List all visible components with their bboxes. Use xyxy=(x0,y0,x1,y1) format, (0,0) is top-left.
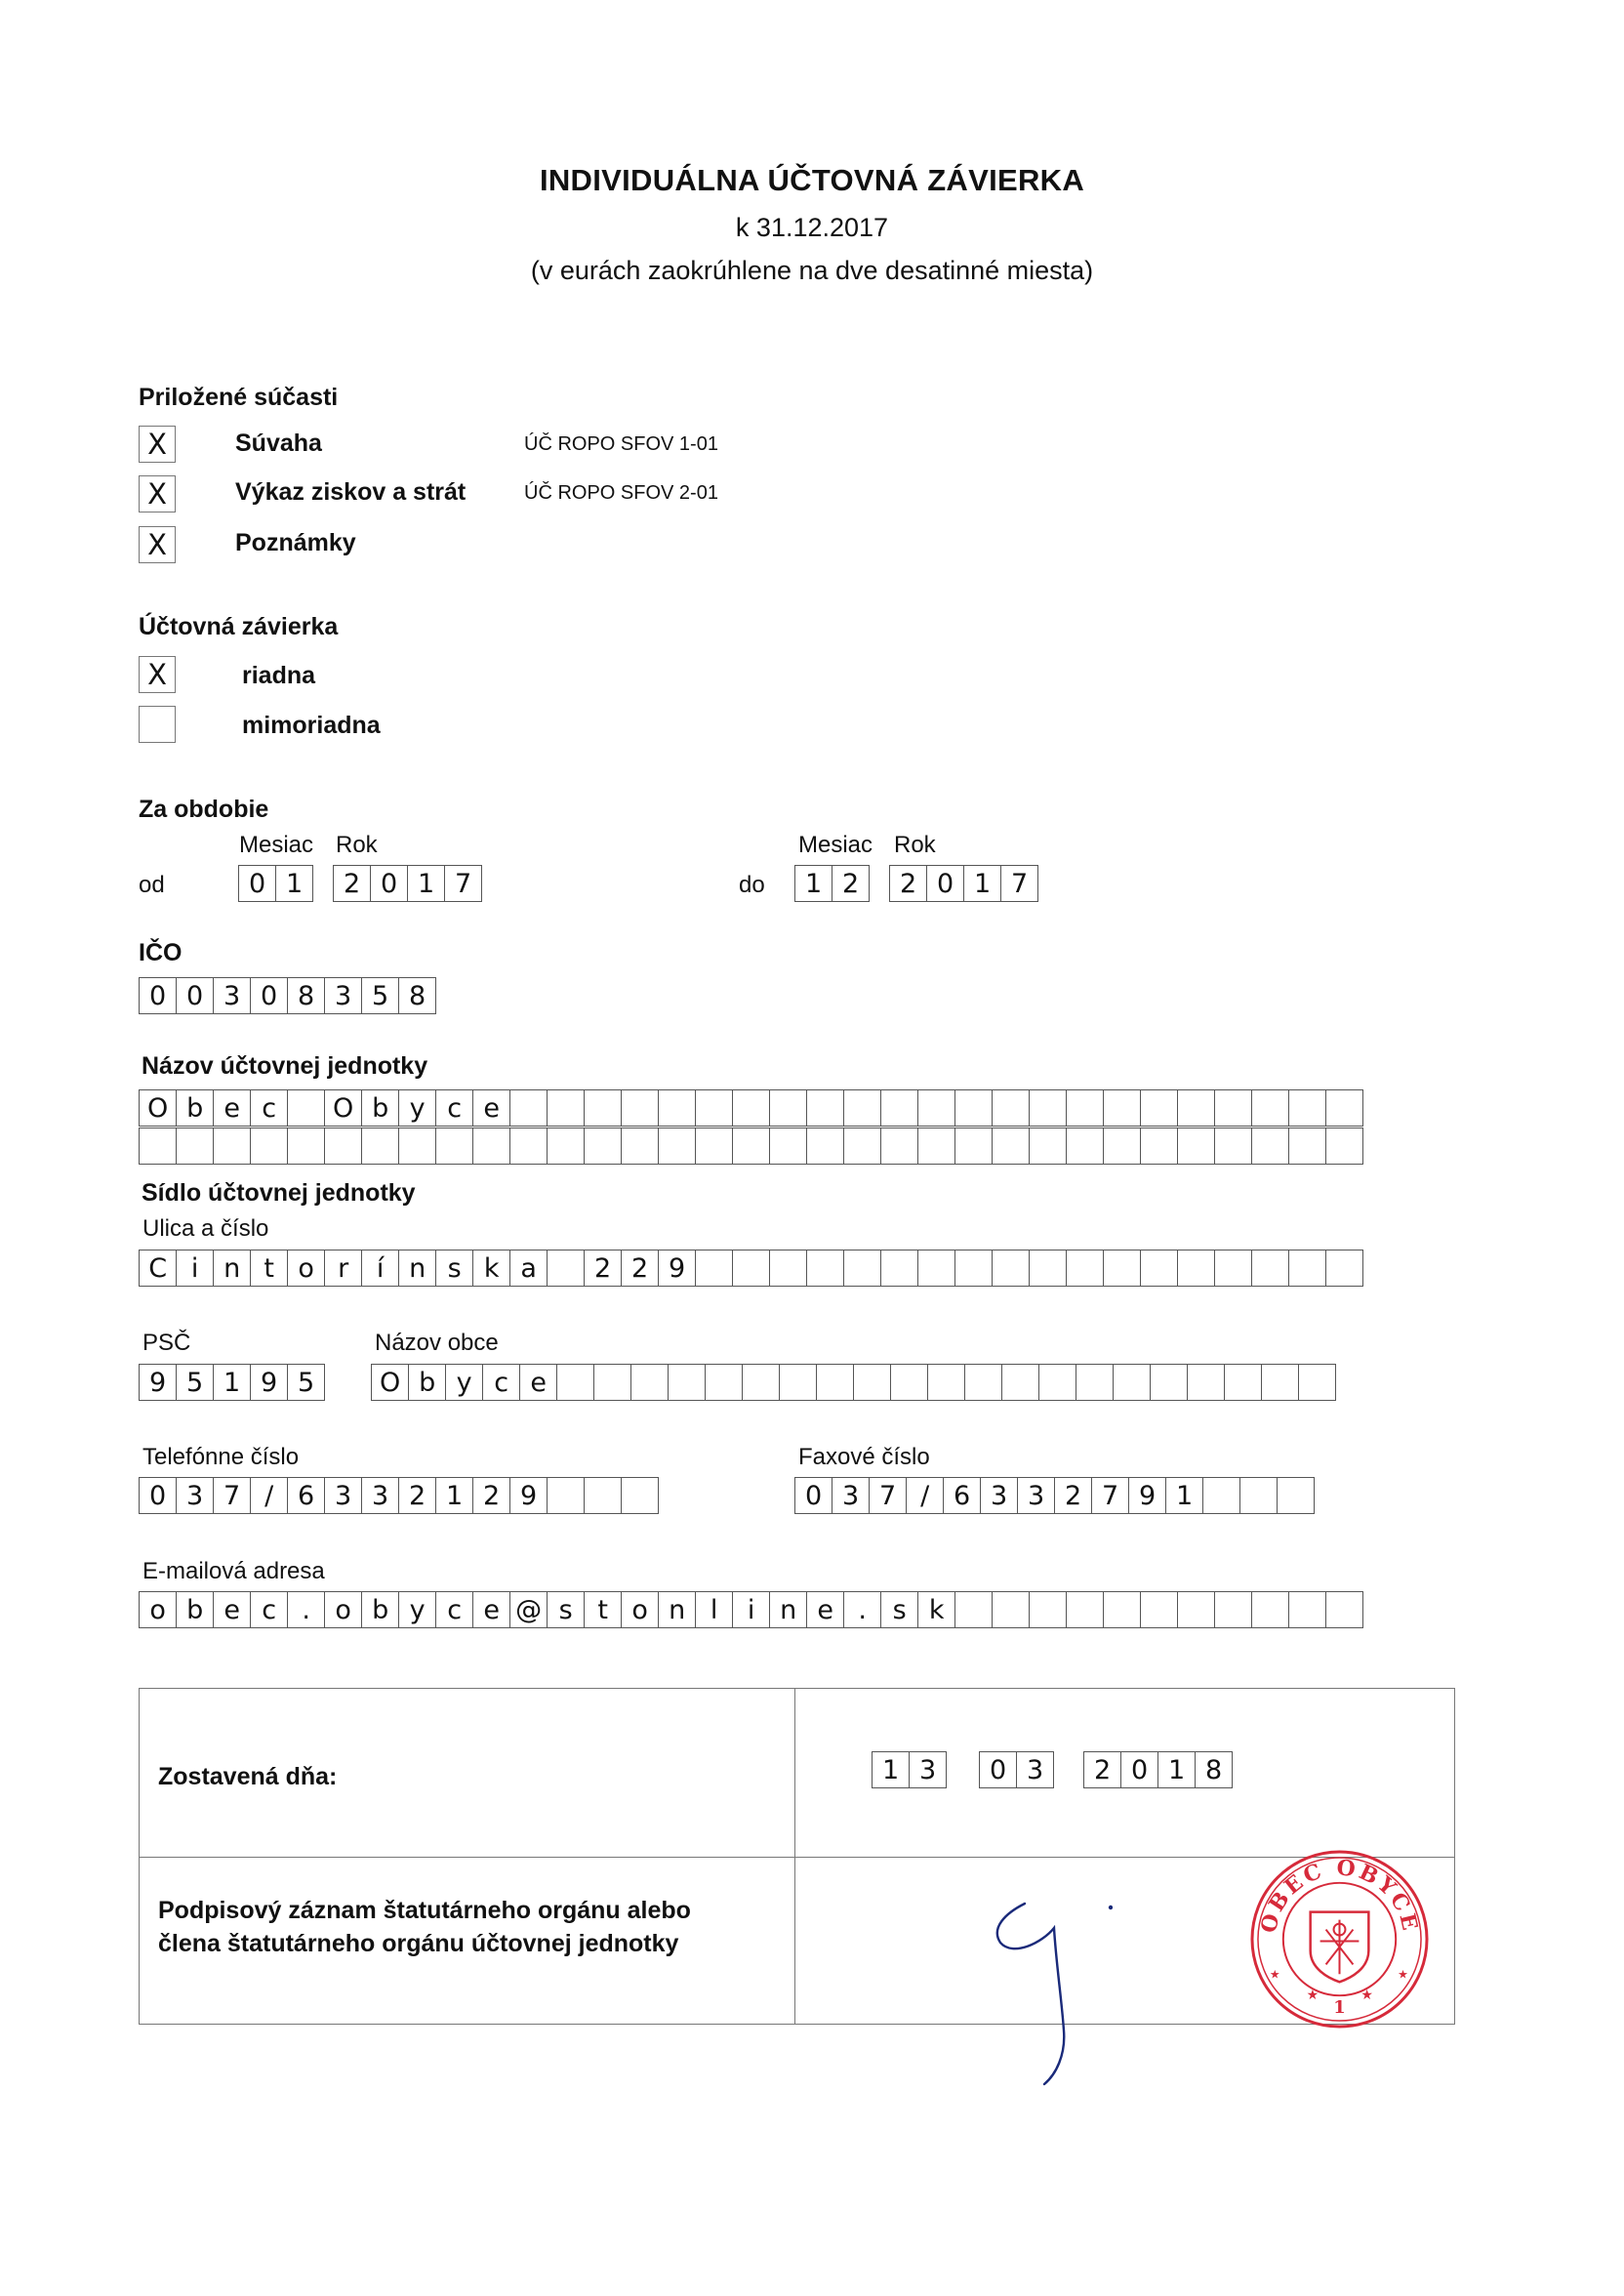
char-cell xyxy=(1288,1591,1326,1628)
char-cell xyxy=(176,1128,214,1165)
char-cell: i xyxy=(176,1250,214,1287)
attachments-heading: Priložené súčasti xyxy=(139,384,339,411)
to-label: do xyxy=(739,872,765,898)
street-field[interactable] xyxy=(139,1250,1362,1287)
char-cell xyxy=(1177,1250,1215,1287)
char-cell xyxy=(927,1364,965,1401)
char-cell: 7 xyxy=(1091,1477,1129,1514)
char-cell: 3 xyxy=(832,1477,870,1514)
char-cell xyxy=(695,1128,733,1165)
char-cell: / xyxy=(906,1477,944,1514)
year-label: Rok xyxy=(336,832,378,858)
signature-label-line1: Podpisový záznam štatutárneho orgánu alebo xyxy=(158,1897,691,1924)
char-cell: 0 xyxy=(979,1751,1017,1788)
char-cell xyxy=(361,1128,399,1165)
char-cell xyxy=(1288,1250,1326,1287)
from-label: od xyxy=(139,872,165,898)
char-cell: 9 xyxy=(1128,1477,1166,1514)
char-cell: 2 xyxy=(889,865,927,902)
char-cell xyxy=(213,1128,251,1165)
char-cell xyxy=(964,1364,1002,1401)
char-cell xyxy=(1066,1250,1104,1287)
char-cell: 3 xyxy=(980,1477,1018,1514)
char-cell xyxy=(1325,1128,1363,1165)
char-cell: 8 xyxy=(287,977,325,1014)
char-cell: O xyxy=(324,1089,362,1127)
char-cell: e xyxy=(213,1089,251,1127)
svg-text:★: ★ xyxy=(1269,1967,1280,1982)
svg-text:★: ★ xyxy=(1306,1988,1320,2004)
char-cell xyxy=(1214,1591,1252,1628)
char-cell xyxy=(742,1364,780,1401)
char-cell xyxy=(880,1089,918,1127)
char-cell xyxy=(769,1089,807,1127)
char-cell: 6 xyxy=(287,1477,325,1514)
char-cell xyxy=(1038,1364,1076,1401)
char-cell xyxy=(1251,1591,1289,1628)
checkbox-suvaha[interactable]: X xyxy=(139,426,176,463)
char-cell: 0 xyxy=(1120,1751,1158,1788)
to-year-field[interactable] xyxy=(889,865,1037,902)
char-cell: . xyxy=(287,1591,325,1628)
char-cell xyxy=(1177,1089,1215,1127)
char-cell: 0 xyxy=(250,977,288,1014)
month-label: Mesiac xyxy=(798,832,873,858)
compiled-month-field[interactable] xyxy=(979,1751,1053,1788)
char-cell: 3 xyxy=(324,977,362,1014)
char-cell: 3 xyxy=(1016,1751,1054,1788)
char-cell xyxy=(816,1364,854,1401)
char-cell: o xyxy=(139,1591,177,1628)
char-cell xyxy=(1177,1128,1215,1165)
handwritten-signature xyxy=(986,1884,1113,2089)
char-cell: t xyxy=(584,1591,622,1628)
closing-type-heading: Účtovná závierka xyxy=(139,613,339,640)
char-cell xyxy=(917,1128,955,1165)
char-cell: n xyxy=(769,1591,807,1628)
char-cell xyxy=(1140,1250,1178,1287)
signature-stroke xyxy=(997,1904,1064,2084)
char-cell xyxy=(843,1250,881,1287)
char-cell xyxy=(954,1128,993,1165)
char-cell xyxy=(1103,1591,1141,1628)
char-cell xyxy=(1214,1250,1252,1287)
char-cell: 3 xyxy=(213,977,251,1014)
char-cell: 3 xyxy=(176,1477,214,1514)
char-cell: @ xyxy=(509,1591,548,1628)
compiled-year-field[interactable] xyxy=(1083,1751,1232,1788)
attachment-label: Poznámky xyxy=(235,529,356,556)
char-cell: 0 xyxy=(794,1477,832,1514)
char-cell: n xyxy=(213,1250,251,1287)
char-cell xyxy=(769,1250,807,1287)
option-label: riadna xyxy=(242,662,316,689)
char-cell xyxy=(1066,1591,1104,1628)
char-cell xyxy=(954,1591,993,1628)
char-cell: 1 xyxy=(1157,1751,1196,1788)
to-month-field[interactable] xyxy=(794,865,869,902)
char-cell: 7 xyxy=(213,1477,251,1514)
char-cell xyxy=(880,1128,918,1165)
char-cell: n xyxy=(658,1591,696,1628)
char-cell xyxy=(917,1089,955,1127)
char-cell xyxy=(547,1128,585,1165)
char-cell: c xyxy=(435,1591,473,1628)
char-cell: 7 xyxy=(444,865,482,902)
char-cell xyxy=(705,1364,743,1401)
char-cell xyxy=(1251,1250,1289,1287)
char-cell: 2 xyxy=(472,1477,510,1514)
char-cell xyxy=(890,1364,928,1401)
char-cell: 2 xyxy=(621,1250,659,1287)
attachment-label: Výkaz ziskov a strát xyxy=(235,478,467,506)
signature-dot xyxy=(1109,1906,1113,1909)
char-cell: 1 xyxy=(275,865,313,902)
option-label: mimoriadna xyxy=(242,712,381,739)
ico-field[interactable] xyxy=(139,977,435,1014)
char-cell xyxy=(556,1364,594,1401)
char-cell xyxy=(584,1477,622,1514)
char-cell xyxy=(1277,1477,1315,1514)
char-cell: y xyxy=(445,1364,483,1401)
char-cell xyxy=(1288,1128,1326,1165)
char-cell: 1 xyxy=(213,1364,251,1401)
char-cell xyxy=(1288,1089,1326,1127)
char-cell: 0 xyxy=(370,865,408,902)
ico-label: IČO xyxy=(139,939,183,966)
char-cell: e xyxy=(806,1591,844,1628)
town-label: Názov obce xyxy=(375,1330,499,1356)
char-cell xyxy=(1325,1089,1363,1127)
char-cell xyxy=(1224,1364,1262,1401)
char-cell xyxy=(398,1128,436,1165)
period-heading: Za obdobie xyxy=(139,796,269,823)
char-cell xyxy=(695,1250,733,1287)
char-cell xyxy=(992,1250,1030,1287)
char-cell xyxy=(992,1591,1030,1628)
char-cell: O xyxy=(139,1089,177,1127)
entity-name-label: Názov účtovnej jednotky xyxy=(142,1052,428,1080)
char-cell: 5 xyxy=(287,1364,325,1401)
char-cell: 7 xyxy=(1000,865,1038,902)
from-month-field[interactable] xyxy=(238,865,312,902)
char-cell xyxy=(843,1089,881,1127)
attachment-label: Súvaha xyxy=(235,430,322,457)
char-cell: s xyxy=(547,1591,585,1628)
char-cell xyxy=(954,1250,993,1287)
psc-label: PSČ xyxy=(142,1330,191,1356)
char-cell xyxy=(1029,1128,1067,1165)
stamp-number: 1 xyxy=(1333,1997,1346,2019)
char-cell: t xyxy=(250,1250,288,1287)
char-cell xyxy=(621,1089,659,1127)
char-cell xyxy=(435,1128,473,1165)
char-cell: o xyxy=(287,1250,325,1287)
char-cell xyxy=(472,1128,510,1165)
char-cell xyxy=(1140,1591,1178,1628)
char-cell: k xyxy=(472,1250,510,1287)
page-title: INDIVIDUÁLNA ÚČTOVNÁ ZÁVIERKA xyxy=(539,163,1085,197)
char-cell xyxy=(593,1364,631,1401)
svg-text:★: ★ xyxy=(1360,1988,1373,2004)
char-cell xyxy=(324,1128,362,1165)
char-cell: O xyxy=(371,1364,409,1401)
char-cell: 0 xyxy=(139,1477,177,1514)
report-date: k 31.12.2017 xyxy=(735,213,889,242)
char-cell xyxy=(668,1364,706,1401)
char-cell xyxy=(658,1128,696,1165)
attachment-code: ÚČ ROPO SFOV 1-01 xyxy=(524,433,718,455)
char-cell: 3 xyxy=(361,1477,399,1514)
char-cell xyxy=(1214,1089,1252,1127)
char-cell: 3 xyxy=(909,1751,947,1788)
char-cell xyxy=(1076,1364,1114,1401)
char-cell xyxy=(658,1089,696,1127)
char-cell: c xyxy=(250,1591,288,1628)
signature-label-line2: člena štatutárneho orgánu účtovnej jednotky xyxy=(158,1930,679,1957)
char-cell xyxy=(880,1250,918,1287)
street-label: Ulica a číslo xyxy=(142,1215,269,1242)
char-cell xyxy=(1239,1477,1278,1514)
char-cell xyxy=(1251,1128,1289,1165)
char-cell: s xyxy=(435,1250,473,1287)
char-cell xyxy=(917,1250,955,1287)
email-field[interactable] xyxy=(139,1591,1362,1628)
char-cell: o xyxy=(324,1591,362,1628)
char-cell: 1 xyxy=(794,865,832,902)
fax-field[interactable] xyxy=(794,1477,1314,1514)
char-cell xyxy=(853,1364,891,1401)
char-cell xyxy=(1325,1591,1363,1628)
month-label: Mesiac xyxy=(239,832,314,858)
char-cell: 0 xyxy=(238,865,276,902)
char-cell: n xyxy=(398,1250,436,1287)
char-cell xyxy=(1298,1364,1336,1401)
char-cell xyxy=(509,1089,548,1127)
char-cell xyxy=(1066,1128,1104,1165)
compiled-label: Zostavená dňa: xyxy=(158,1763,338,1790)
char-cell: l xyxy=(695,1591,733,1628)
char-cell: 2 xyxy=(1083,1751,1121,1788)
char-cell: 1 xyxy=(872,1751,910,1788)
address-label: Sídlo účtovnej jednotky xyxy=(142,1179,416,1207)
char-cell xyxy=(1029,1591,1067,1628)
psc-field[interactable] xyxy=(139,1364,324,1401)
checkbox-poznamky[interactable]: X xyxy=(139,526,176,563)
char-cell xyxy=(250,1128,288,1165)
char-cell xyxy=(1113,1364,1151,1401)
char-cell: k xyxy=(917,1591,955,1628)
char-cell xyxy=(695,1089,733,1127)
char-cell xyxy=(1103,1128,1141,1165)
char-cell: 3 xyxy=(1017,1477,1055,1514)
char-cell: b xyxy=(361,1591,399,1628)
char-cell: C xyxy=(139,1250,177,1287)
char-cell xyxy=(843,1128,881,1165)
char-cell: 1 xyxy=(435,1477,473,1514)
char-cell xyxy=(287,1128,325,1165)
entity-name-row2[interactable] xyxy=(139,1128,1362,1165)
char-cell xyxy=(547,1089,585,1127)
char-cell xyxy=(621,1128,659,1165)
stamp-text: OBEC OBYCE xyxy=(1255,1855,1424,1936)
char-cell xyxy=(769,1128,807,1165)
char-cell: / xyxy=(250,1477,288,1514)
char-cell: 0 xyxy=(926,865,964,902)
char-cell xyxy=(1187,1364,1225,1401)
char-cell xyxy=(621,1477,659,1514)
char-cell: r xyxy=(324,1250,362,1287)
char-cell xyxy=(509,1128,548,1165)
char-cell: 2 xyxy=(398,1477,436,1514)
phone-label: Telefónne číslo xyxy=(142,1444,300,1470)
char-cell xyxy=(547,1477,585,1514)
char-cell xyxy=(1140,1128,1178,1165)
char-cell: 8 xyxy=(398,977,436,1014)
char-cell: 5 xyxy=(176,1364,214,1401)
char-cell xyxy=(584,1128,622,1165)
char-cell xyxy=(139,1128,177,1165)
char-cell xyxy=(584,1089,622,1127)
municipal-stamp xyxy=(1248,1848,1431,2030)
char-cell xyxy=(732,1089,770,1127)
char-cell xyxy=(1150,1364,1188,1401)
char-cell: 9 xyxy=(658,1250,696,1287)
char-cell: o xyxy=(621,1591,659,1628)
char-cell xyxy=(732,1250,770,1287)
attachment-code: ÚČ ROPO SFOV 2-01 xyxy=(524,482,718,504)
char-cell: 9 xyxy=(250,1364,288,1401)
char-cell xyxy=(806,1128,844,1165)
char-cell: e xyxy=(472,1591,510,1628)
char-cell xyxy=(1202,1477,1240,1514)
char-cell: b xyxy=(408,1364,446,1401)
char-cell: e xyxy=(519,1364,557,1401)
char-cell xyxy=(954,1089,993,1127)
checkbox-riadna[interactable]: X xyxy=(139,656,176,693)
char-cell: 8 xyxy=(1195,1751,1233,1788)
char-cell: e xyxy=(213,1591,251,1628)
char-cell xyxy=(992,1089,1030,1127)
char-cell xyxy=(806,1089,844,1127)
char-cell: c xyxy=(250,1089,288,1127)
char-cell: 9 xyxy=(509,1477,548,1514)
year-label: Rok xyxy=(894,832,936,858)
char-cell xyxy=(1251,1089,1289,1127)
char-cell xyxy=(1103,1250,1141,1287)
char-cell xyxy=(992,1128,1030,1165)
char-cell: . xyxy=(843,1591,881,1628)
char-cell: 9 xyxy=(139,1364,177,1401)
phone-field[interactable] xyxy=(139,1477,658,1514)
char-cell: 1 xyxy=(963,865,1001,902)
char-cell: 7 xyxy=(869,1477,907,1514)
fax-label: Faxové číslo xyxy=(798,1444,930,1470)
char-cell: e xyxy=(472,1089,510,1127)
char-cell xyxy=(1214,1128,1252,1165)
char-cell: c xyxy=(435,1089,473,1127)
char-cell: 6 xyxy=(943,1477,981,1514)
char-cell xyxy=(1001,1364,1039,1401)
char-cell: i xyxy=(732,1591,770,1628)
checkbox-vykaz[interactable]: X xyxy=(139,475,176,512)
char-cell: 1 xyxy=(407,865,445,902)
town-field[interactable] xyxy=(371,1364,1335,1401)
currency-note: (v eurách zaokrúhlene na dve desatinné miesta) xyxy=(530,256,1094,285)
char-cell xyxy=(1261,1364,1299,1401)
char-cell: í xyxy=(361,1250,399,1287)
char-cell: c xyxy=(482,1364,520,1401)
char-cell xyxy=(1325,1250,1363,1287)
char-cell: 0 xyxy=(139,977,177,1014)
char-cell: 1 xyxy=(1165,1477,1203,1514)
char-cell: 2 xyxy=(1054,1477,1092,1514)
char-cell: 0 xyxy=(176,977,214,1014)
char-cell: 3 xyxy=(324,1477,362,1514)
char-cell: y xyxy=(398,1089,436,1127)
char-cell xyxy=(1177,1591,1215,1628)
char-cell xyxy=(547,1250,585,1287)
char-cell xyxy=(630,1364,669,1401)
svg-text:★: ★ xyxy=(1398,1967,1408,1982)
checkbox-mimoriadna[interactable] xyxy=(139,706,176,743)
char-cell: 2 xyxy=(584,1250,622,1287)
char-cell xyxy=(287,1089,325,1127)
char-cell: b xyxy=(176,1089,214,1127)
char-cell xyxy=(1066,1089,1104,1127)
char-cell xyxy=(732,1128,770,1165)
char-cell xyxy=(779,1364,817,1401)
char-cell xyxy=(1103,1089,1141,1127)
entity-name-row1[interactable] xyxy=(139,1089,1362,1127)
char-cell: b xyxy=(176,1591,214,1628)
char-cell xyxy=(1029,1089,1067,1127)
char-cell: y xyxy=(398,1591,436,1628)
from-year-field[interactable] xyxy=(333,865,481,902)
char-cell: 5 xyxy=(361,977,399,1014)
char-cell: b xyxy=(361,1089,399,1127)
char-cell: s xyxy=(880,1591,918,1628)
email-label: E-mailová adresa xyxy=(142,1558,325,1584)
char-cell: a xyxy=(509,1250,548,1287)
char-cell xyxy=(806,1250,844,1287)
char-cell: 2 xyxy=(333,865,371,902)
compiled-day-field[interactable] xyxy=(872,1751,946,1788)
char-cell xyxy=(1140,1089,1178,1127)
char-cell: 2 xyxy=(832,865,870,902)
char-cell xyxy=(1029,1250,1067,1287)
